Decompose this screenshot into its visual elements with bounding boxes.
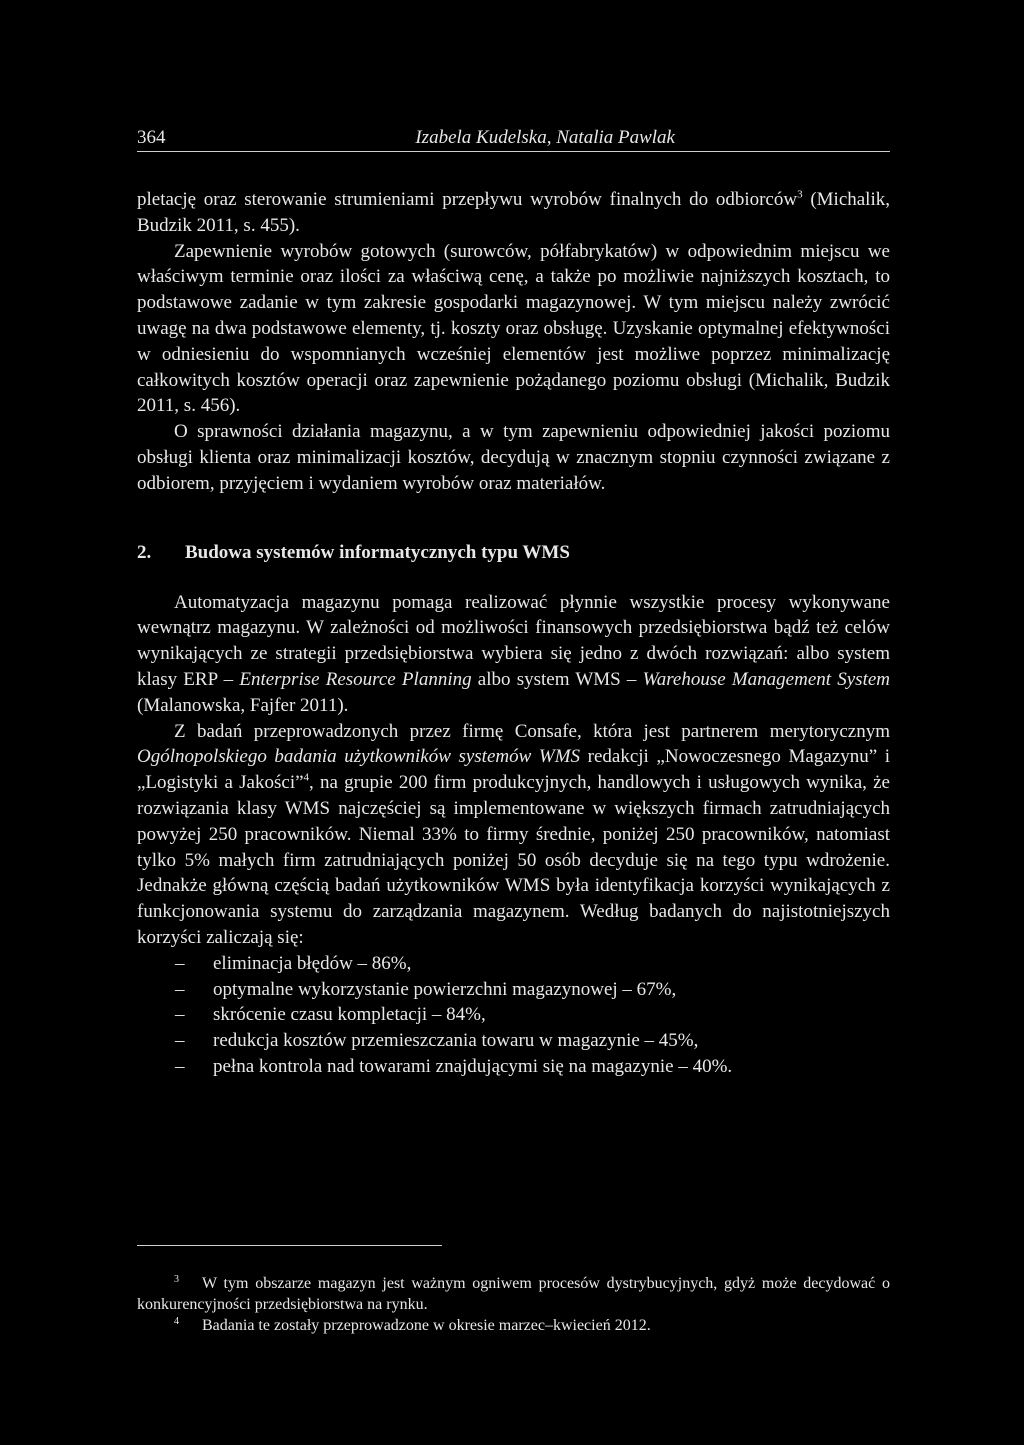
footnote-text: W tym obszarze magazyn jest ważnym ogniwem procesów dystrybucyjnych, gdyż może decydować o konkurencyjności przedsiębiorstwa na rynku. <box>137 1275 890 1313</box>
paragraph-text: Automatyzacja magazynu pomaga realizować płynnie wszystkie procesy wykonywane wewnątrz magazynu. W zależności od możliwości finansowych przedsiębiorstwa bądź też celów wynikających ze strategii przedsiębiorstwa wybiera się jedno z dwóch rozwiązań: albo system klasy ERP – <box>137 591 890 690</box>
term-wms: Warehouse Management System <box>642 668 890 690</box>
list-item-text: pełna kontrola nad towarami znajdującymi się na magazynie – 40%. <box>213 1055 733 1077</box>
section-number: 2. <box>137 541 152 563</box>
benefits-list <box>137 951 890 1080</box>
spacer <box>137 566 890 590</box>
footnote-3: 3 W tym obszarze magazyn jest ważnym ogniwem procesów dystrybucyjnych, gdyż może decydować o konkurencyjności przedsiębiorstwa na rynku. <box>137 1273 890 1313</box>
list-item <box>137 951 890 977</box>
footnote-ref-4[interactable]: 4 <box>303 771 310 784</box>
paragraph-warehouse-efficiency: O sprawności działania magazynu, a w tym zapewnieniu odpowiedniej jakości poziomu obsługi klienta oraz minimalizacji kosztów, decydują w znacznym stopniu czynności związane z odbiorem, przyjęciem i wydaniem wyrobów oraz materiałów. <box>137 421 890 494</box>
survey-title: Ogólnopolskiego badania użytkowników systemów WMS <box>137 746 581 768</box>
spacer <box>137 497 890 540</box>
footnotes <box>137 1273 890 1336</box>
paragraph-text: (Michalik, Budzik 2011, s. 455). <box>137 189 890 236</box>
list-item <box>137 1028 890 1054</box>
list-dash: – <box>175 1030 185 1052</box>
section-heading <box>137 540 890 566</box>
list-dash: – <box>175 978 185 1000</box>
paragraph-text: , na grupie 200 firm produkcyjnych, handlowych i usługowych wynika, że rozwiązania klasy WMS najczęściej są implementowane w większych firmach zatrudniających powyżej 250 pracowników. Niemal 33% to firmy średnie, poniżej 250 pracowników, natomiast tylko 5% małych firm zatrudniających poniżej 50 osób decyduje się na tego typu wdrożenie. Jednakże główną częścią badań użytkowników WMS była identyfikacja korzyści wynikających z funkcjonowania systemu do zarządzania magazynem. Według badanych do najistotniejszych korzyści zaliczają się: <box>137 772 890 948</box>
paragraph-survey <box>137 719 890 951</box>
paragraph-text: pletację oraz sterowanie strumieniami przepływu wyrobów finalnych do odbiorców <box>137 189 798 210</box>
paragraph-text: Z badań przeprowadzonych przez firmę Consafe, która jest partnerem merytorycznym <box>174 720 890 742</box>
page-number: 364 <box>137 127 166 148</box>
list-item-text: optymalne wykorzystanie powierzchni magazynowej – 67%, <box>213 978 677 1000</box>
section-title: Budowa systemów informatycznych typu WMS <box>185 541 570 563</box>
paragraph-text: (Malanowska, Fajfer 2011). <box>137 694 349 716</box>
paragraph-continuation <box>137 187 890 239</box>
list-dash: – <box>175 1004 185 1026</box>
footnote-rule <box>137 1245 442 1246</box>
list-item <box>137 977 890 1003</box>
paragraph-text: redakcji „Nowoczesnego Magazynu” i „Logistyki a Jakości” <box>137 746 890 794</box>
main-text <box>137 187 890 1080</box>
running-header <box>137 125 890 151</box>
list-dash: – <box>175 952 185 974</box>
footnote-ref-3[interactable]: 3 <box>797 188 803 201</box>
list-item <box>137 1002 890 1028</box>
list-item-text: redukcja kosztów przemieszczania towaru w magazynie – 45%, <box>213 1030 699 1052</box>
list-item-text: skrócenie czasu kompletacji – 84%, <box>213 1004 486 1026</box>
list-dash: – <box>175 1055 185 1077</box>
header-rule <box>137 151 890 152</box>
footnote-4: 4 Badania te zostały przeprowadzone w okresie marzec–kwiecień 2012. <box>174 1315 651 1334</box>
paragraph-logistics-goals: Zapewnienie wyrobów gotowych (surowców, półfabrykatów) w odpowiednim miejscu we właściwym terminie oraz ilości za właściwą cenę, a także po możliwie najniższych kosztach, to podstawowe zadanie w tym zakresie gospodarki magazynowej. W tym miejscu należy zwrócić uwagę na dwa podstawowe elementy, tj. koszty oraz obsługę. Uzyskanie optymalnej efektywności w odniesieniu do wspomnianych wcześniej elementów jest możliwe poprzez minimalizację całkowitych kosztów operacji oraz zapewnienie pożądanego poziomu obsługi (Michalik, Budzik 2011, s. 456). <box>137 240 890 417</box>
term-erp: Enterprise Resource Planning <box>239 668 472 690</box>
paragraph-automation <box>137 590 890 719</box>
paragraph-text: albo system WMS – <box>471 668 643 690</box>
footnote-text: Badania te zostały przeprowadzone w okresie marzec–kwiecień 2012. <box>202 1317 651 1334</box>
list-item-text: eliminacja błędów – 86%, <box>213 952 412 974</box>
list-item <box>137 1054 890 1080</box>
header-authors: Izabela Kudelska, Natalia Pawlak <box>415 127 675 148</box>
